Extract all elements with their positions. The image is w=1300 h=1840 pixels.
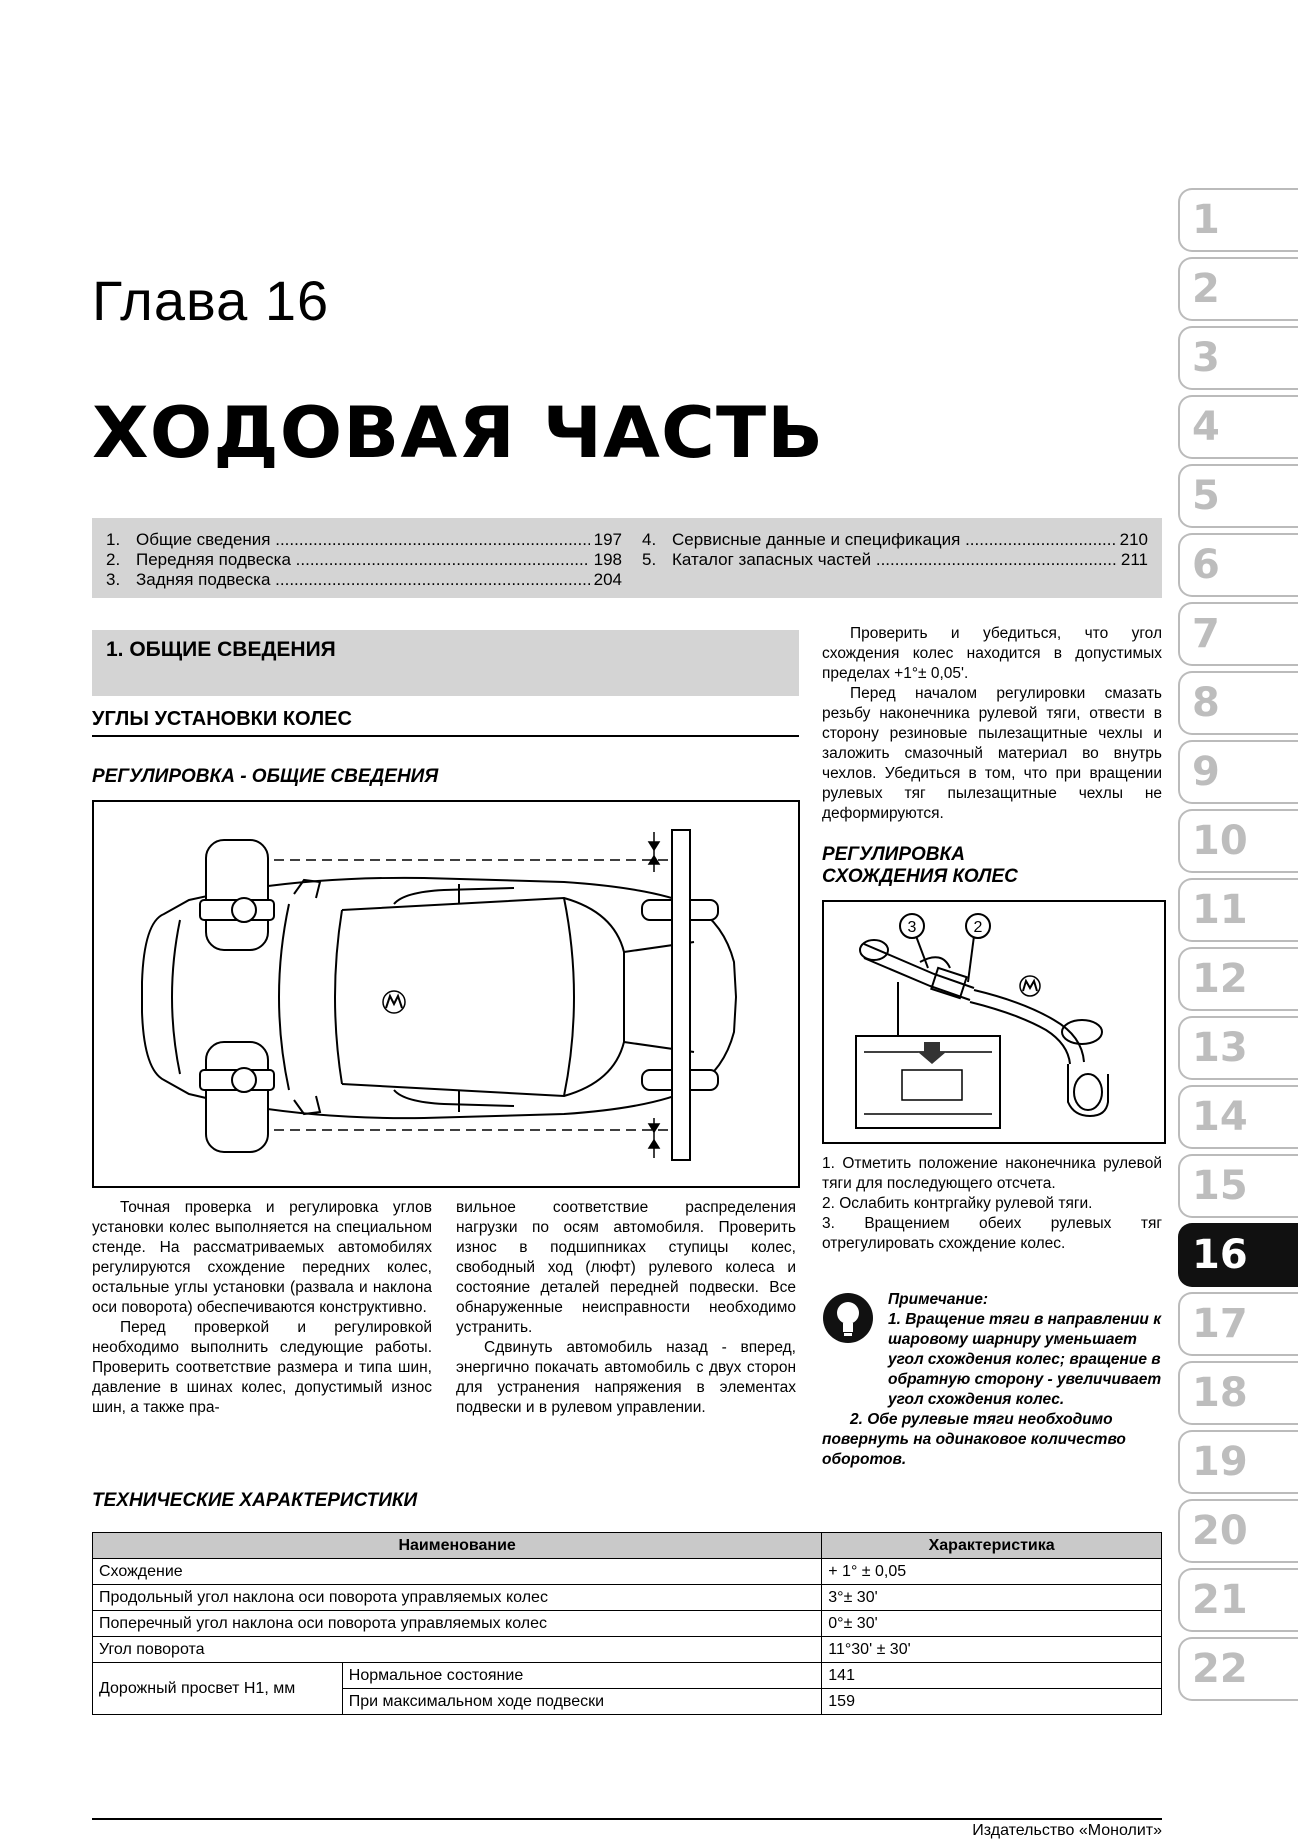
- spec-table: [92, 1532, 1162, 1715]
- cell: + 1° ± 0,05: [822, 1559, 1162, 1585]
- chapter-tab-5[interactable]: 5: [1178, 464, 1298, 528]
- chapter-tab-4[interactable]: 4: [1178, 395, 1298, 459]
- chapter-tab-12[interactable]: 12: [1178, 947, 1298, 1011]
- toe-heading-line: СХОЖДЕНИЯ КОЛЕС: [822, 866, 1018, 887]
- cell: Поперечный угол наклона оси поворота управляемых колес: [93, 1611, 822, 1637]
- toe-heading-line: РЕГУЛИРОВКА: [822, 844, 965, 865]
- cell: Угол поворота: [93, 1637, 822, 1663]
- toc-page: 198: [593, 550, 622, 569]
- toc-title: Сервисные данные и спецификация .....: [672, 530, 1116, 550]
- section-heading-bar: [92, 630, 799, 696]
- paragraph: Точная проверка и регулировка углов установки колес выполняется на специальном стенде. На рассматриваемых автомобилях регулируются схождение передних колес, остальные углы установки (развала и наклона оси поворота) обеспечиваются конструктивно.: [92, 1199, 432, 1316]
- publisher-footer: Издательство «Монолит»: [972, 1822, 1162, 1839]
- toc-column-left: [106, 530, 622, 590]
- note-heading: Примечание:: [888, 1291, 989, 1308]
- toe-adjustment-heading: [822, 844, 1018, 888]
- chapter-tab-1[interactable]: 1: [1178, 188, 1298, 252]
- subsection-heading: УГЛЫ УСТАНОВКИ КОЛЕС: [92, 708, 799, 737]
- cell: 0°± 30': [822, 1611, 1162, 1637]
- callout-3: [900, 914, 924, 938]
- toc-title: Передняя подвеска .....: [136, 550, 590, 570]
- header-cell: Характеристика: [822, 1533, 1162, 1559]
- table-row: [93, 1585, 1162, 1611]
- chapter-tab-15[interactable]: 15: [1178, 1154, 1298, 1218]
- table-row: [93, 1663, 1162, 1689]
- chapter-tab-18[interactable]: 18: [1178, 1361, 1298, 1425]
- toc-item[interactable]: [106, 570, 622, 590]
- chapter-tab-22[interactable]: 22: [1178, 1637, 1298, 1701]
- car-top-view-diagram: [94, 802, 798, 1186]
- body-text-column-3: [822, 624, 1162, 824]
- table-row: [93, 1637, 1162, 1663]
- chapter-tab-21[interactable]: 21: [1178, 1568, 1298, 1632]
- cell: 159: [822, 1689, 1162, 1715]
- chapter-tab-11[interactable]: 11: [1178, 878, 1298, 942]
- toe-steps: [822, 1154, 1162, 1254]
- table-row: [93, 1559, 1162, 1585]
- toc-num: 5.: [642, 550, 657, 569]
- toc-item[interactable]: [642, 530, 1148, 550]
- footer-rule: [92, 1818, 1162, 1820]
- toc-page: 211: [1120, 550, 1148, 569]
- callout-label: 2: [973, 919, 983, 936]
- cell: Дорожный просвет H1, мм: [93, 1663, 343, 1715]
- chapter-tab-3[interactable]: 3: [1178, 326, 1298, 390]
- cell: Схождение: [93, 1559, 822, 1585]
- toc-page: 210: [1119, 530, 1148, 549]
- paragraph: Перед началом регулировки смазать резьбу наконечника рулевой тяги, отвести в сторону резиновые пылезащитные чехлы и заложить смазочный материал во внутрь чехлов. Убедиться в том, что при вращении рулевых тяг пылезащитные чехлы не деформируются.: [822, 685, 1162, 822]
- callout-2: [966, 914, 990, 938]
- step-item: 2. Ослабить контргайку рулевой тяги.: [822, 1195, 1093, 1212]
- chapter-tab-6[interactable]: 6: [1178, 533, 1298, 597]
- chapter-tab-7[interactable]: 7: [1178, 602, 1298, 666]
- cell: 141: [822, 1663, 1162, 1689]
- chapter-toc: [92, 518, 1162, 598]
- note-block: [822, 1290, 1162, 1470]
- paragraph: Проверить и убедиться, что угол схождения колес находится в допустимых пределах +1°± 0,05'.: [822, 625, 1162, 682]
- toc-item[interactable]: [106, 550, 622, 570]
- note-item: 2. Обе рулевые тяги необходимо повернуть на одинаковое количество оборотов.: [822, 1411, 1126, 1468]
- chapter-tab-20[interactable]: 20: [1178, 1499, 1298, 1563]
- toc-title: Общие сведения .....: [136, 530, 590, 550]
- tie-rod-figure: [822, 900, 1166, 1144]
- cell: Нормальное состояние: [342, 1663, 822, 1689]
- toc-title: Каталог запасных частей .....: [672, 550, 1117, 570]
- publisher-logo-icon: [1020, 976, 1040, 996]
- chapter-tab-19[interactable]: 19: [1178, 1430, 1298, 1494]
- chapter-tab-8[interactable]: 8: [1178, 671, 1298, 735]
- toc-column-right: [642, 530, 1148, 570]
- toc-num: 2.: [106, 550, 121, 569]
- wheel-alignment-figure: [92, 800, 800, 1188]
- toc-item[interactable]: [106, 530, 622, 550]
- publisher-logo-icon: [383, 991, 405, 1013]
- paragraph: вильное соответствие распределения нагрузки по осям автомобиля. Проверить износ в подшипниках ступицы колес, свободный ход (люфт) рулевого колеса и состояние деталей передней подвески. Все обнаруженные неисправности необходимо устранить.: [456, 1199, 796, 1336]
- toc-num: 1.: [106, 530, 121, 549]
- tie-rod-diagram: [824, 902, 1164, 1142]
- toc-title: Задняя подвеска .....: [136, 570, 590, 590]
- toc-num: 4.: [642, 530, 657, 549]
- lightbulb-note-icon: [822, 1292, 874, 1344]
- header-cell: Наименование: [93, 1533, 822, 1559]
- paragraph: Сдвинуть автомобиль назад - вперед, энергично покачать автомобиль с двух сторон для устранения напряжения в элементах подвески и в рулевом управлении.: [456, 1339, 796, 1416]
- section-heading: 1. ОБЩИЕ СВЕДЕНИЯ: [106, 638, 336, 661]
- step-item: 1. Отметить положение наконечника рулевой тяги для последующего отсчета.: [822, 1155, 1162, 1192]
- toc-page: 197: [593, 530, 622, 549]
- chapter-tab-10[interactable]: 10: [1178, 809, 1298, 873]
- spec-heading: ТЕХНИЧЕСКИЕ ХАРАКТЕРИСТИКИ: [92, 1490, 418, 1511]
- cell: Продольный угол наклона оси поворота управляемых колес: [93, 1585, 822, 1611]
- spec-header-row: [93, 1533, 1162, 1559]
- toc-item[interactable]: [642, 550, 1148, 570]
- step-item: 3. Вращением обеих рулевых тяг отрегулировать схождение колес.: [822, 1215, 1162, 1252]
- subsubsection-heading: РЕГУЛИРОВКА - ОБЩИЕ СВЕДЕНИЯ: [92, 766, 439, 787]
- cell: При максимальном ходе подвески: [342, 1689, 822, 1715]
- cell: 11°30' ± 30': [822, 1637, 1162, 1663]
- body-text-column-2: [456, 1198, 796, 1418]
- chapter-tab-9[interactable]: 9: [1178, 740, 1298, 804]
- chapter-tab-17[interactable]: 17: [1178, 1292, 1298, 1356]
- note-item: 1. Вращение тяги в направлении к шаровому шарниру уменьшает угол схождения колес; вращение в обратную сторону - увеличивает угол схождения колес.: [888, 1311, 1162, 1408]
- chapter-tab-16[interactable]: 16: [1178, 1223, 1298, 1287]
- chapter-title: ХОДОВАЯ ЧАСТЬ: [92, 392, 825, 474]
- chapter-tab-14[interactable]: 14: [1178, 1085, 1298, 1149]
- paragraph: Перед проверкой и регулировкой необходимо выполнить следующие работы. Проверить соответствие размера и типа шин, давление в шинах колес, допустимый износ шин, а также пра-: [92, 1319, 432, 1416]
- toc-page: 204: [593, 570, 622, 589]
- table-row: [93, 1611, 1162, 1637]
- chapter-tab-2[interactable]: 2: [1178, 257, 1298, 321]
- body-text-column-1: [92, 1198, 432, 1418]
- chapter-tab-13[interactable]: 13: [1178, 1016, 1298, 1080]
- chapter-label: Глава 16: [92, 269, 330, 332]
- toc-num: 3.: [106, 570, 121, 589]
- callout-label: 3: [907, 919, 917, 936]
- cell: 3°± 30': [822, 1585, 1162, 1611]
